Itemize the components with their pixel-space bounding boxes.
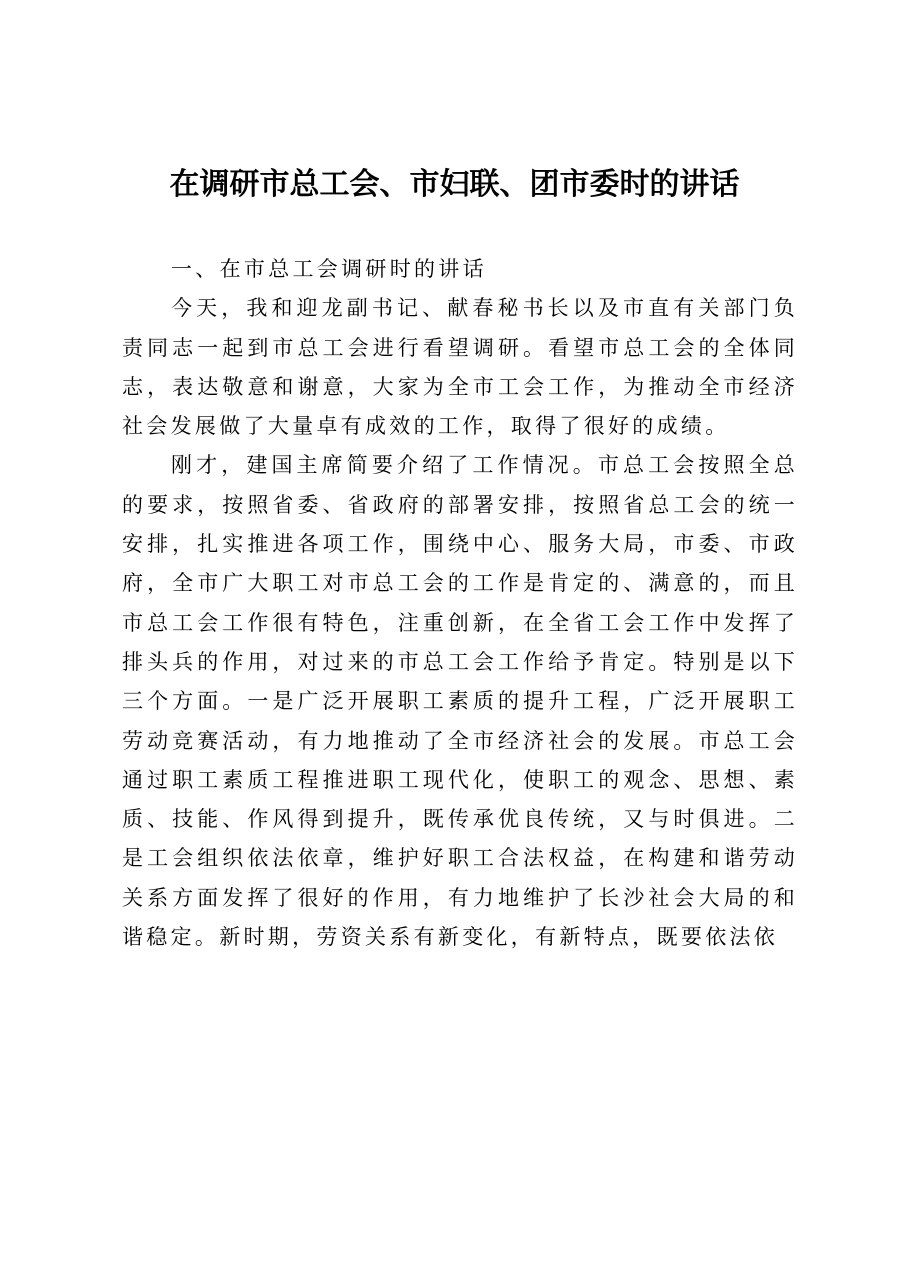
section-heading: 一、在市总工会调研时的讲话	[171, 257, 487, 281]
body-paragraph: 刚才，建国主席简要介绍了工作情况。市总工会按照全总的要求，按照省委、省政府的部署安排，按照省总工会的统一安排，扎实推进各项工作，围绕中心、服务大局，市委、市政府，全市广大职工对市总工会的工作是肯定的、满意的，而且市总工会工作很有特色，注重创新，在全省工会工作中发挥了排头兵的作用，对过来的市总工会工作给予肯定。特别是以下三个方面。一是广泛开展职工素质的提升工程，广泛开展职工劳动竞赛活动，有力地推动了全市经济社会的发展。市总工会通过职工素质工程推进职工现代化，使职工的观念、思想、素质、技能、作风得到提升，既传承优良传统，又与时俱进。二是工会组织依法依章，维护好职工合法权益，在构建和谐劳动关系方面发挥了很好的作用，有力地维护了长沙社会大局的和谐稳定。新时期，劳资关系有新变化，有新特点，既要依法依	[122, 453, 798, 950]
document-body	[122, 250, 798, 957]
document-title: 在调研市总工会、市妇联、团市委时的讲话	[169, 167, 740, 202]
body-paragraph: 今天，我和迎龙副书记、献春秘书长以及市直有关部门负责同志一起到市总工会进行看望调研。看望市总工会的全体同志，表达敬意和谢意，大家为全市工会工作，为推动全市经济社会发展做了大量卓有成效的工作，取得了很好的成绩。	[122, 296, 798, 439]
